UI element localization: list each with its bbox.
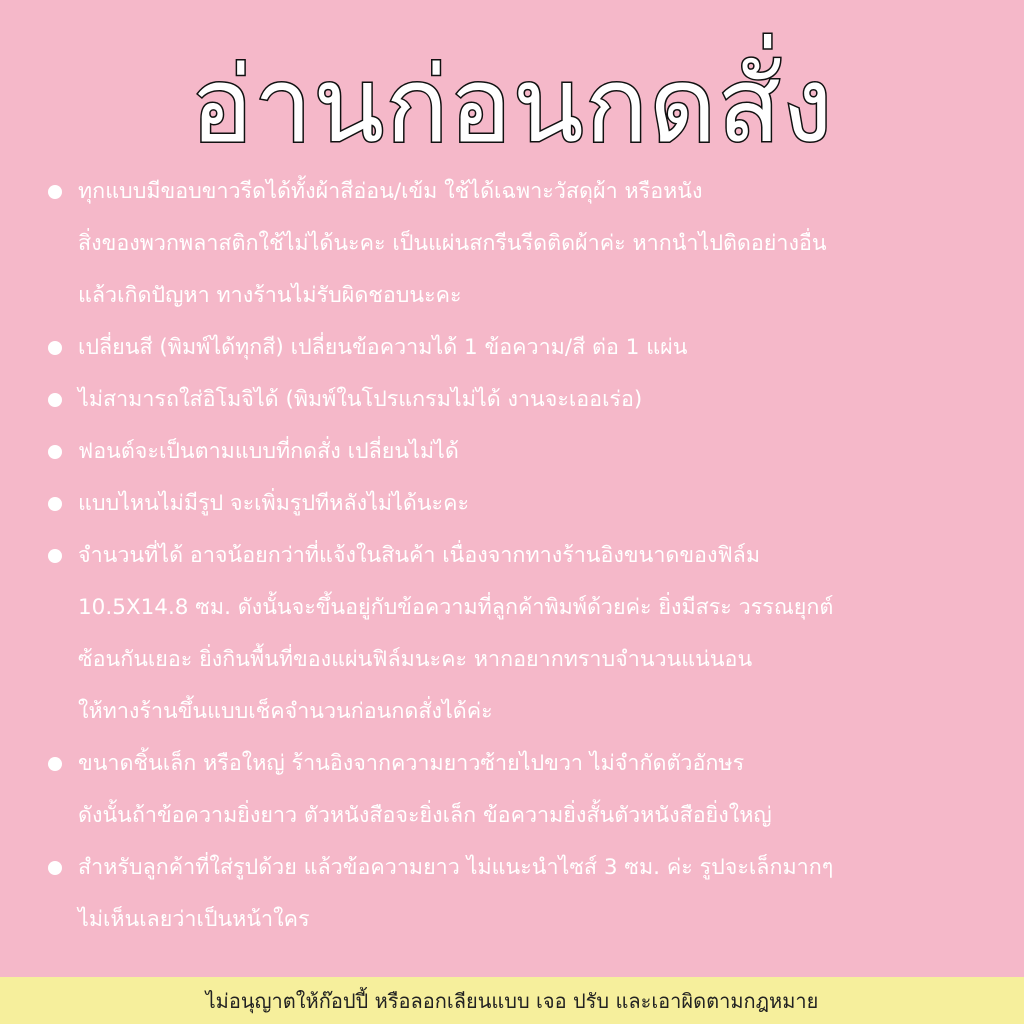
rule-item (48, 426, 1008, 478)
rule-item (48, 322, 1008, 374)
rule-line: ไม่สามารถใส่อิโมจิได้ (พิมพ์ในโปรแกรมไม่ได้ งานจะเออเร่อ) (78, 387, 643, 412)
rule-line: แบบไหนไม่มีรูป จะเพิ่มรูปทีหลังไม่ได้นะคะ (78, 491, 470, 516)
rule-line: ให้ทางร้านขึ้นแบบเช็คจำนวนก่อนกดสั่งได้ค่ะ (78, 699, 493, 724)
bullet-icon (48, 861, 62, 875)
rule-item (48, 478, 1008, 530)
rule-line: สำหรับลูกค้าที่ใส่รูปด้วย แล้วข้อความยาว ไม่แนะนำไซส์ 3 ซม. ค่ะ รูปจะเล็กมากๆ (78, 855, 834, 880)
copyright-notice: ไม่อนุญาตให้ก๊อปปี้ หรือลอกเลียนแบบ เจอ ปรับ และเอาผิดตามกฎหมาย (205, 988, 819, 1013)
bullet-icon (48, 393, 62, 407)
rule-line: เปลี่ยนสี (พิมพ์ได้ทุกสี) เปลี่ยนข้อความได้ 1 ข้อความ/สี ต่อ 1 แผ่น (78, 335, 688, 360)
rule-item (48, 166, 1008, 322)
bullet-icon (48, 445, 62, 459)
rule-item (48, 842, 1008, 946)
bullet-icon (48, 549, 62, 563)
rule-line: ไม่เห็นเลยว่าเป็นหน้าใคร (78, 907, 310, 932)
rule-line: สิ่งของพวกพลาสติกใช้ไม่ได้นะคะ เป็นแผ่นสกรีนรีดติดผ้าค่ะ หากนำไปติดอย่างอื่น (78, 231, 827, 256)
page-title: อ่านก่อนกดสั่ง (190, 44, 834, 166)
rule-line: จำนวนที่ได้ อาจน้อยกว่าที่แจ้งในสินค้า เนื่องจากทางร้านอิงขนาดของฟิล์ม (78, 543, 761, 568)
bullet-icon (48, 497, 62, 511)
rule-line: ขนาดชิ้นเล็ก หรือใหญ่ ร้านอิงจากความยาวซ้ายไปขวา ไม่จำกัดตัวอักษร (78, 751, 745, 776)
rules-list (48, 166, 1008, 946)
rule-line: ฟอนต์จะเป็นตามแบบที่กดสั่ง เปลี่ยนไม่ได้ (78, 439, 459, 464)
bullet-icon (48, 185, 62, 199)
rule-item (48, 738, 1008, 842)
rule-line: ทุกแบบมีขอบขาวรีดได้ทั้งผ้าสีอ่อน/เข้ม ใช้ได้เฉพาะวัสดุผ้า หรือหนัง (78, 179, 703, 204)
rule-line: แล้วเกิดปัญหา ทางร้านไม่รับผิดชอบนะคะ (78, 283, 462, 308)
bullet-icon (48, 341, 62, 355)
copyright-banner (0, 977, 1024, 1024)
rule-item (48, 530, 1008, 738)
bullet-icon (48, 757, 62, 771)
rule-item (48, 374, 1008, 426)
rule-line: ดังนั้นถ้าข้อความยิ่งยาว ตัวหนังสือจะยิ่งเล็ก ข้อความยิ่งสั้นตัวหนังสือยิ่งใหญ่ (78, 803, 772, 828)
rule-line: ซ้อนกันเยอะ ยิ่งกินพื้นที่ของแผ่นฟิล์มนะคะ หากอยากทราบจำนวนแน่นอน (78, 647, 753, 672)
rule-line: 10.5X14.8 ซม. ดังนั้นจะขึ้นอยู่กับข้อความที่ลูกค้าพิมพ์ด้วยค่ะ ยิ่งมีสระ วรรณยุกต์ (78, 595, 834, 620)
